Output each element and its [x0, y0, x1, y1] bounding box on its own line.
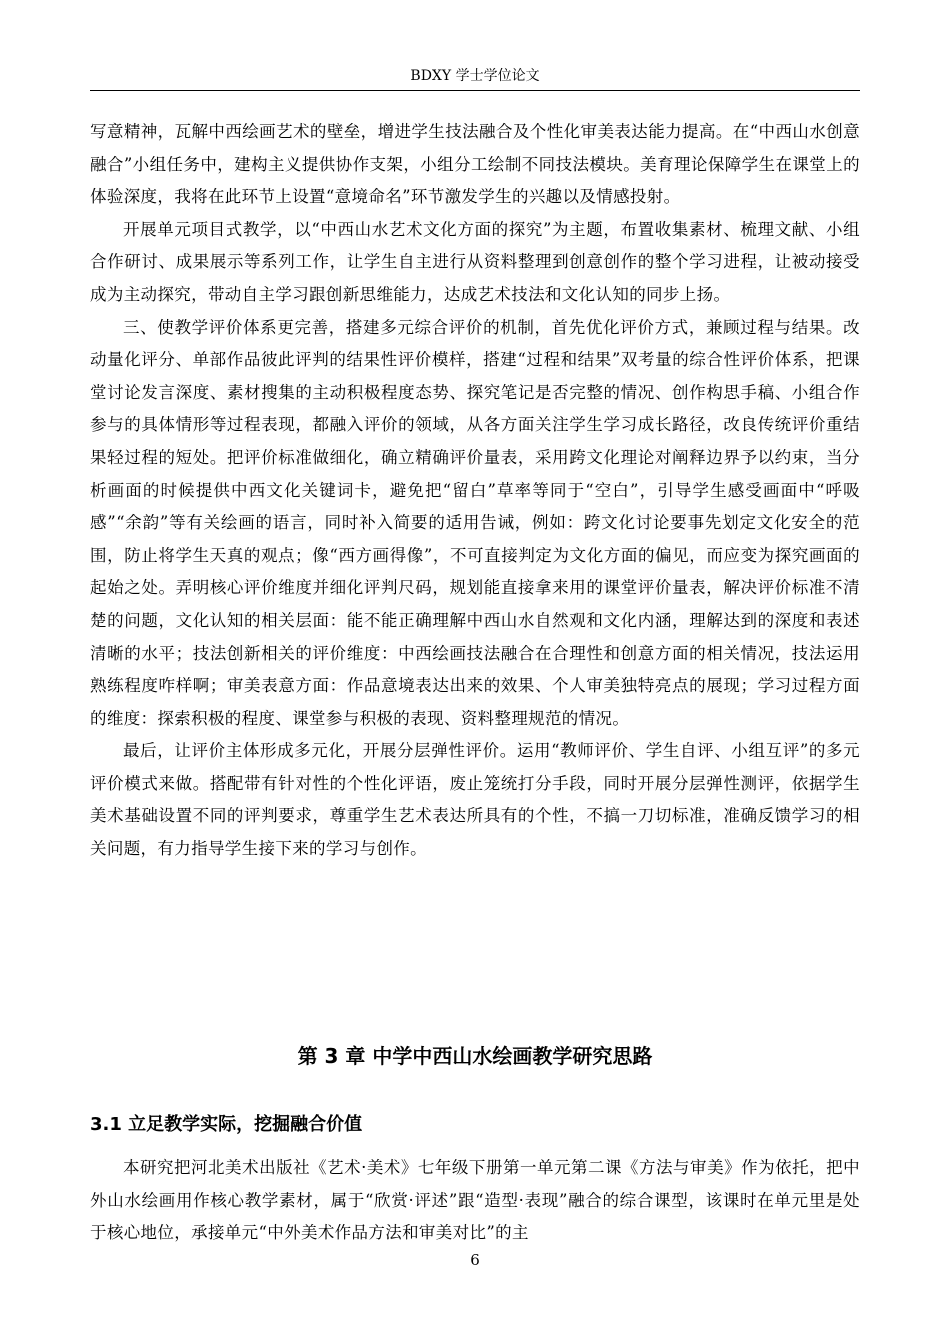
- paragraph-multi-evaluation: 最后，让评价主体形成多元化，开展分层弹性评价。运用“教师评价、学生自评、小组互评”的多元评价模式来做。搭配带有针对性的个性化评语，废止笼统打分手段，同时开展分层弹性测评，依据学生美术基础设置不同的评判要求，尊重学生艺术表达所具有的个性，不搞一刀切标准，准确反馈学习的相关问题，有力指导学生接下来的学习与创作。: [90, 741, 860, 859]
- paragraph-continuation: 写意精神，瓦解中西绘画艺术的壁垒，增进学生技法融合及个性化审美表达能力提高。在“中西山水创意融合”小组任务中，建构主义提供协作支架，小组分工绘制不同技法模块。美育理论保障学生在课堂上的体验深度，我将在此环节上设置“意境命名”环节激发学生的兴趣以及情感投射。: [90, 122, 860, 207]
- header-divider: [90, 90, 860, 91]
- chapter-heading: 第 3 章 中学中西山水绘画教学研究思路: [297, 1044, 653, 1068]
- section-body: [90, 1152, 860, 1250]
- page-header-title: BDXY 学士学位论文: [410, 68, 540, 84]
- paragraph-project-teaching: 开展单元项目式教学，以“中西山水艺术文化方面的探究”为主题，布置收集素材、梳理文献、小组合作研讨、成果展示等系列工作，让学生自主进行从资料整理到创意创作的整个学习进程，让被动接受成为主动探究，带动自主学习跟创新思维能力，达成艺术技法和文化认知的同步上扬。: [90, 219, 860, 304]
- paragraph-section-intro: 本研究把河北美术出版社《艺术·美术》七年级下册第一单元第二课《方法与审美》作为依托，把中外山水绘画用作核心教学素材，属于“欣赏·评述”跟“造型·表现”融合的综合课型，该课时在单元里是处于核心地位，承接单元“中外美术作品方法和审美对比”的主: [90, 1158, 860, 1243]
- body-text: [90, 116, 860, 866]
- section-heading: 3.1 立足教学实际，挖掘融合价值: [90, 1114, 363, 1135]
- page-number: 6: [470, 1251, 480, 1269]
- paragraph-evaluation-system: 三、使教学评价体系更完善，搭建多元综合评价的机制，首先优化评价方式，兼顾过程与结果。改动量化评分、单部作品彼此评判的结果性评价模样，搭建“过程和结果”双考量的综合性评价体系，把课堂讨论发言深度、素材搜集的主动积极程度态势、探究笔记是否完整的情况、创作构思手稿、小组合作参与的具体情形等过程表现，都融入评价的领域，从各方面关注学生学习成长路径，改良传统评价重结果轻过程的短处。把评价标准做细化，确立精确评价量表，采用跨文化理论对阐释边界予以约束，当分析画面的时候提供中西文化关键词卡，避免把“留白”草率等同于“空白”，引导学生感受画面中“呼吸感”“余韵”等有关绘画的语言，同时补入简要的适用告诫，例如：跨文化讨论要事先划定文化安全的范围，防止将学生天真的观点；像“西方画得像”，不可直接判定为文化方面的偏见，而应变为探究画面的起始之处。弄明核心评价维度并细化评判尺码，规划能直接拿来用的课堂评价量表，解决评价标准不清楚的问题，文化认知的相关层面：能不能正确理解中西山水自然观和文化内涵，理解达到的深度和表述清晰的水平；技法创新相关的评价维度：中西绘画技法融合在合理性和创意方面的相关情况，技法运用熟练程度咋样啊；审美表意方面：作品意境表达出来的效果、个人审美独特亮点的展现；学习过程方面的维度：探索积极的程度、课堂参与积极的表现、资料整理规范的情况。: [90, 317, 860, 728]
